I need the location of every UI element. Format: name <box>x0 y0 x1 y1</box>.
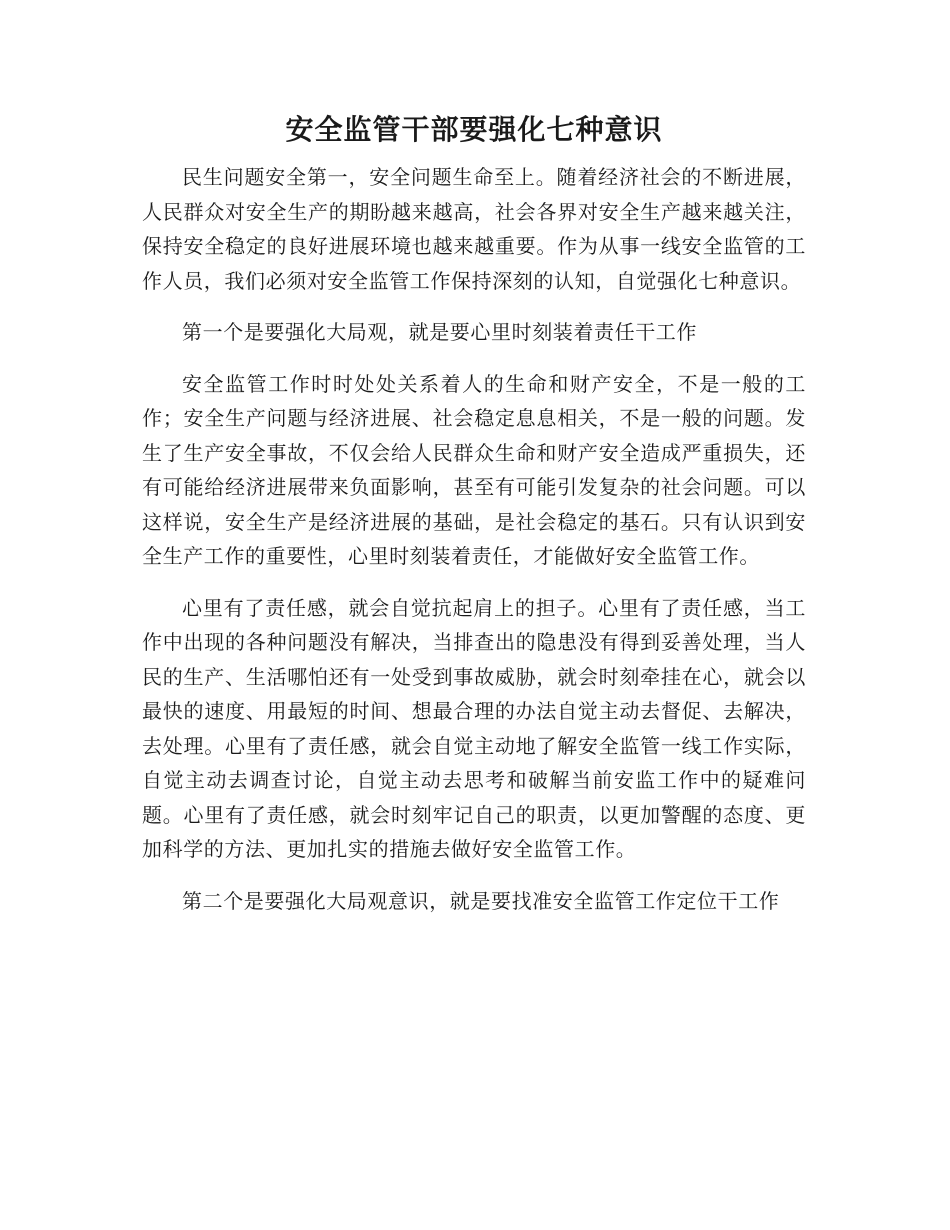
section-heading-2: 第二个是要强化大局观意识，就是要找准安全监管工作定位干工作 <box>182 888 780 913</box>
document-page <box>142 110 806 918</box>
body-paragraph: 心里有了责任感，就会自觉抗起肩上的担子。心里有了责任感，当工作中出现的各种问题没有解决，当排查出的隐患没有得到妥善处理，当人民的生产、生活哪怕还有一处受到事故威胁，就会时刻牵挂在心，就会以最快的速度、用最短的时间、想最合理的办法自觉主动去督促、去解决，去处理。心里有了责任感，就会自觉主动地了解安全监管一线工作实际，自觉主动去调查讨论，自觉主动去思考和破解当前安监工作中的疑难问题。心里有了责任感，就会时刻牢记自己的职责，以更加警醒的态度、更加科学的方法、更加扎实的措施去做好安全监管工作。 <box>142 595 806 861</box>
document-title: 安全监管干部要强化七种意识 <box>285 113 663 146</box>
intro-paragraph: 民生问题安全第一，安全问题生命至上。随着经济社会的不断进展，人民群众对安全生产的期盼越来越高，社会各界对安全生产越来越关注，保持安全稳定的良好进展环境也越来越重要。作为从事一线安全监管的工作人员，我们必须对安全监管工作保持深刻的认知，自觉强化七种意识。 <box>142 165 806 293</box>
section-heading-1: 第一个是要强化大局观，就是要心里时刻装着责任干工作 <box>182 320 697 344</box>
body-paragraph: 安全监管工作时时处处关系着人的生命和财产安全，不是一般的工作；安全生产问题与经济进展、社会稳定息息相关，不是一般的问题。发生了生产安全事故，不仅会给人民群众生命和财产安全造成严重损失，还有可能给经济进展带来负面影响，甚至有可能引发复杂的社会问题。可以这样说，安全生产是经济进展的基础，是社会稳定的基石。只有认识到安全生产工作的重要性，心里时刻装着责任，才能做好安全监管工作。 <box>142 371 806 568</box>
